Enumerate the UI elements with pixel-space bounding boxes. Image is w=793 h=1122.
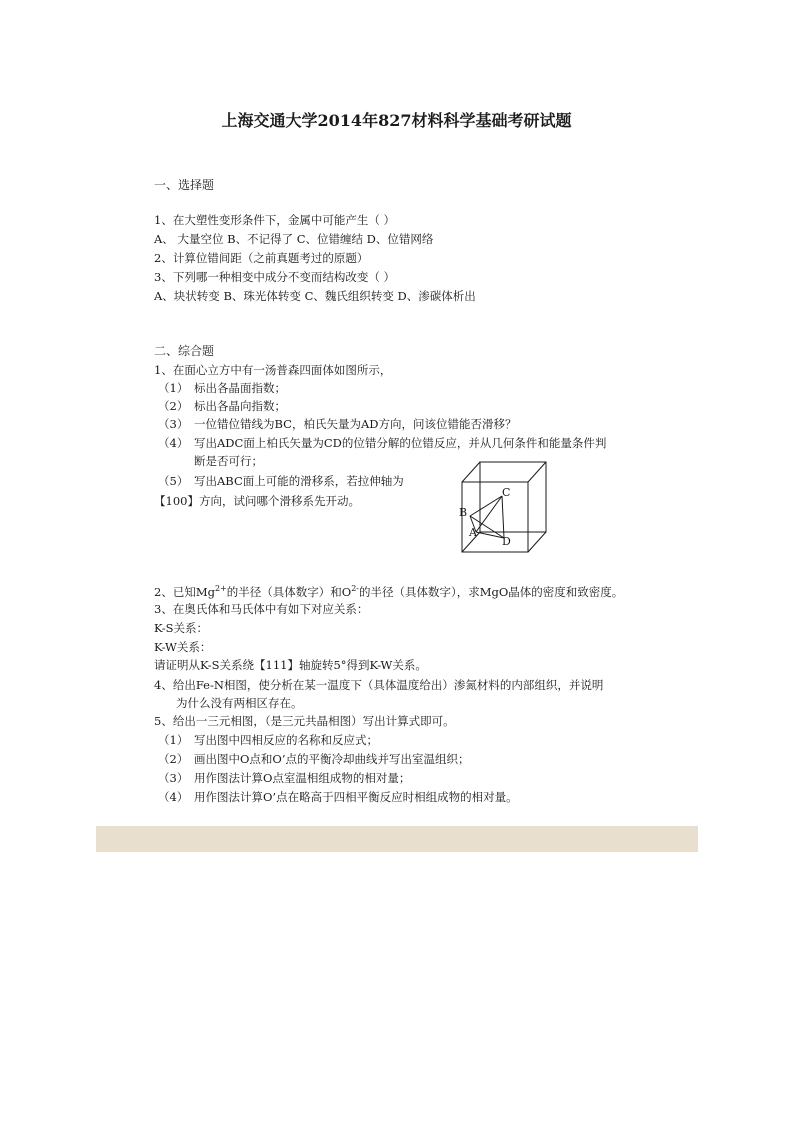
item-text: 标出各晶面指数；: [194, 381, 286, 395]
comp-question-1-text: 1、在面心立方中有一汤普森四面体如图所示，: [154, 363, 392, 377]
cube-edge: [528, 532, 546, 552]
cube-edge: [462, 462, 480, 482]
cube-edge: [528, 462, 546, 482]
item-number: （1）: [158, 733, 189, 747]
q2-part: 2、已知Mg: [154, 584, 215, 599]
document-title: 上海交通大学2014年827材料科学基础考研试题: [221, 111, 572, 130]
item-number: （4）: [158, 790, 189, 804]
item-text: 写出图中四相反应的名称和反应式；: [194, 733, 378, 747]
comp-q1-item: [158, 473, 404, 489]
q2-part: 的半径（具体数字）和O: [226, 584, 352, 599]
item-text: 用作图法计算O’点在略高于四相平衡反应时相组成物的相对量。: [194, 790, 518, 804]
comp-q5-item: [158, 751, 470, 767]
comp-q1-tail: 【100】方向，试问哪个滑移系先开动。: [154, 494, 360, 508]
comp-question-5-text: 5、给出一三元相图，（是三元共晶相图）写出计算式即可。: [154, 714, 455, 728]
q2-superscript: 2+: [214, 584, 227, 593]
comp-question-4-text: 4、给出Fe-N相图，使分析在某一温度下（具体温度给出）渗氮材料的内部组织，并说明: [154, 678, 604, 692]
comp-q1-item: [158, 398, 286, 414]
comp-question-3-tail: 请证明从K-S关系绕【111】轴旋转5°得到K-W关系。: [154, 658, 427, 672]
question-1-text: 1、在大塑性变形条件下，金属中可能产生（ ）: [154, 213, 395, 227]
item-text: 标出各晶向指数；: [194, 399, 286, 413]
ks-relation-label: K-S关系：: [154, 621, 209, 635]
section-heading-choice: 一、选择题: [154, 178, 215, 192]
comp-q5-item: [158, 732, 378, 748]
comp-q1-item: [158, 416, 517, 432]
question-2-text: 2、计算位错间距（之前真题考过的原题）: [154, 251, 369, 265]
item-text: 用作图法计算O点室温相组成物的相对量；: [194, 771, 411, 785]
item-text: 画出图中O点和O’点的平衡冷却曲线并写出室温组织；: [194, 752, 470, 766]
thompson-tetrahedron-figure: [452, 458, 552, 556]
item-number: （3）: [158, 417, 189, 431]
q2-part: 的半径（具体数字），求MgO晶体的密度和致密度。: [358, 584, 624, 599]
question-3-text: 3、下列哪一种相变中成分不变而结构改变（ ）: [154, 270, 395, 284]
comp-question-4-continued: 为什么没有两相区存在。: [176, 696, 303, 710]
item-number: （3）: [158, 771, 189, 785]
item-text: 写出ABC面上可能的滑移系，若拉伸轴为: [194, 474, 404, 488]
comp-q1-item: [158, 380, 286, 396]
label-a: A: [469, 526, 477, 539]
section-heading-comprehensive: 二、综合题: [154, 344, 215, 358]
label-c: C: [502, 486, 511, 499]
question-1-options: A、 大量空位 B、不记得了 C、位错缠结 D、位错网络: [154, 232, 434, 246]
question-3-options: A、块状转变 B、珠光体转变 C、魏氏组织转变 D、渗碳体析出: [154, 289, 476, 303]
item-number: （2）: [158, 399, 189, 413]
footer-banner: [96, 826, 698, 852]
comp-question-3-text: 3、在奥氏体和马氏体中有如下对应关系：: [154, 602, 369, 616]
item-text: 一位错位错线为BC，柏氏矢量为AD方向，问该位错能否滑移？: [194, 417, 517, 431]
comp-q1-item: [158, 453, 263, 469]
item-text: 写出ADC面上柏氏矢量为CD的位错分解的位错反应，并从几何条件和能量条件判: [194, 436, 607, 450]
item-number: （4）: [158, 436, 189, 450]
q2-superscript: 2-: [351, 584, 359, 593]
comp-q5-item: [158, 770, 410, 786]
kw-relation-label: K-W关系：: [154, 640, 212, 654]
item-number: （2）: [158, 752, 189, 766]
edge-bc: [470, 496, 502, 516]
item-number: （1）: [158, 381, 189, 395]
label-d: D: [502, 535, 511, 548]
comp-q1-item: [158, 435, 606, 451]
comp-question-2-text: [154, 581, 623, 600]
item-text: 断是否可行；: [194, 454, 263, 468]
comp-q5-item: [158, 789, 518, 805]
item-number: （5）: [158, 474, 189, 488]
label-b: B: [459, 506, 468, 519]
